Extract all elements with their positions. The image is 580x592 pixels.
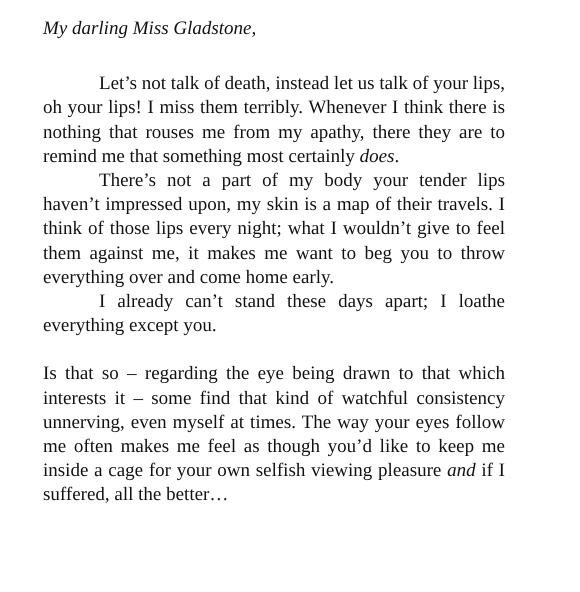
- paragraph-gap: [43, 338, 505, 362]
- paragraph-watchful-eyes-text: Is that so – regarding the eye being drawn to that which interests it – some find that kind of watchful consistency unnerving, even myself at times. The way your eyes follow me often makes me feel as though you’d like to keep me inside a cage for your own selfish viewing pleasure: [43, 363, 505, 482]
- paragraph-lips-text: Let’s not talk of death, instead let us talk of your lips, oh your lips! I miss them terribly. Whenever I think there is nothing that rouses me from my apathy, there they are to remind me that something most certainly: [43, 73, 505, 167]
- paragraph-map-of-travels: There’s not a part of my body your tender lips haven’t impressed upon, my skin is a map of their travels. I think of those lips every night; what I wouldn’t give to feel them against me, it makes me want to beg you to throw everything over and come home early.: [43, 170, 505, 288]
- paragraph-watchful-eyes: [43, 362, 505, 507]
- letter-page: [43, 17, 505, 508]
- emphasis-and: and: [447, 460, 476, 482]
- paragraph-days-apart: I already can’t stand these days apart; I loathe everything except you.: [43, 291, 505, 337]
- paragraph-lips-end: .: [394, 145, 400, 167]
- letter-salutation: My darling Miss Gladstone,: [43, 18, 257, 39]
- emphasis-does: does: [359, 145, 395, 167]
- paragraph-watchful-eyes-end: if I suffered, all the better…: [43, 460, 506, 506]
- paragraph-lips: [43, 72, 505, 169]
